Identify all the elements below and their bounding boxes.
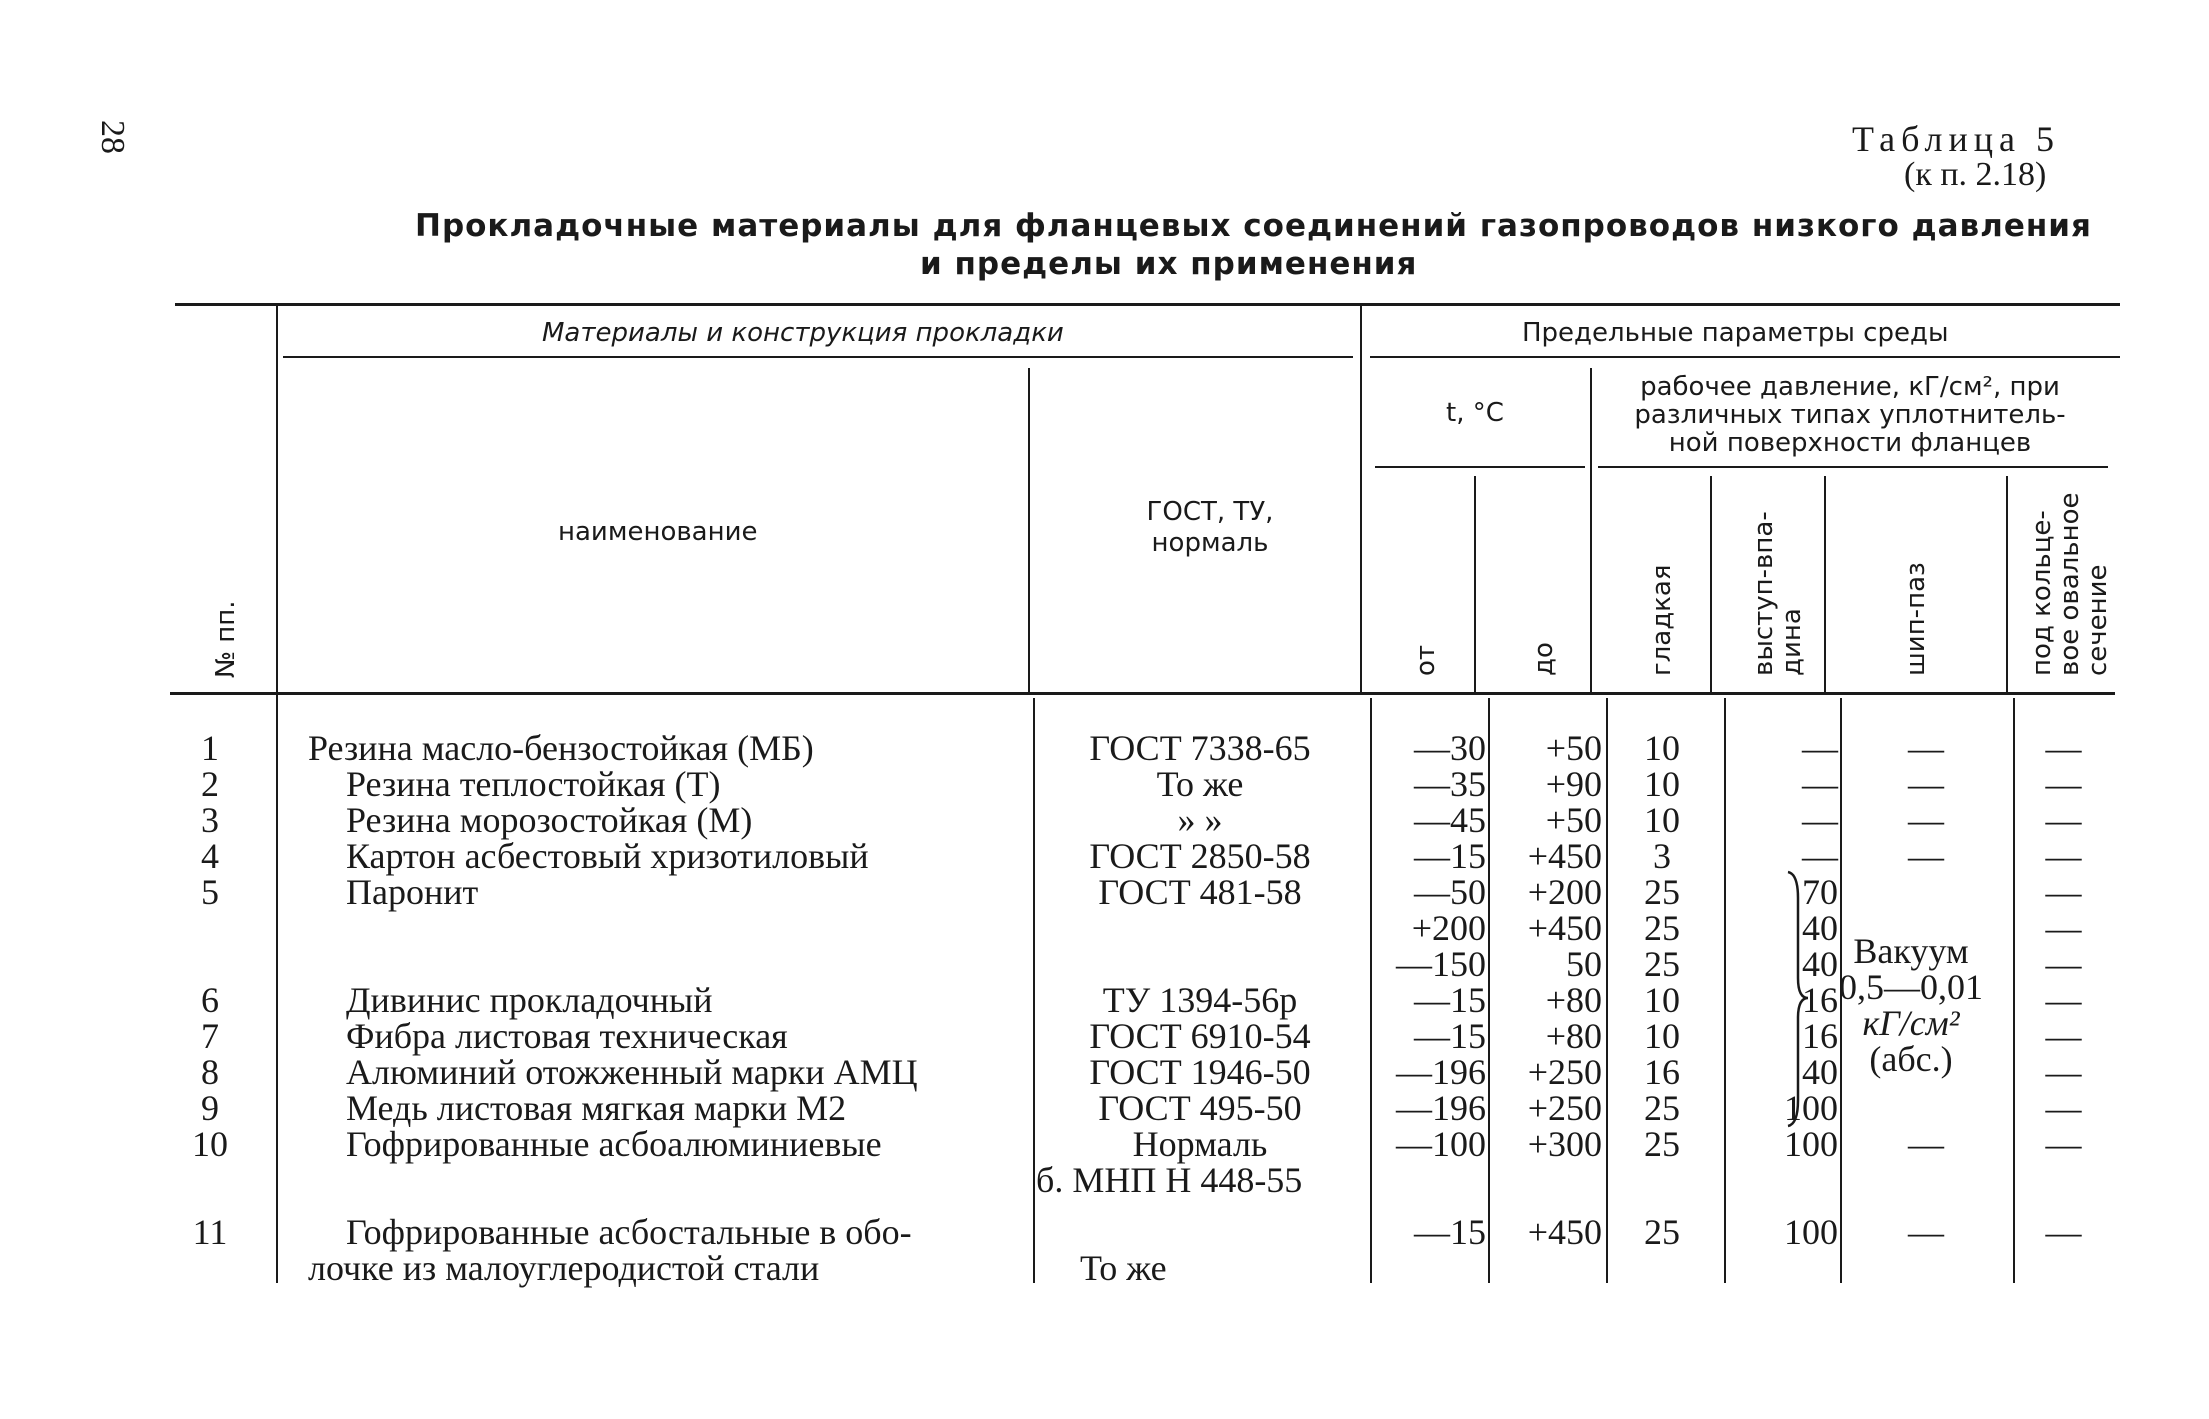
ridge-group-bracket <box>1784 868 1814 1130</box>
row-9-to: +80 <box>1545 1016 1602 1056</box>
row-2-from: —35 <box>1414 764 1486 804</box>
row-9-from: —15 <box>1414 1016 1486 1056</box>
row-9-ring: — <box>2045 1016 2082 1056</box>
row-3-ring: — <box>2045 800 2082 840</box>
table-title-line2: и пределы их применения <box>920 246 1418 282</box>
row-4-ridge: — <box>1802 836 1838 876</box>
row-4-no: 4 <box>201 836 219 876</box>
row-11-gost: То же <box>1080 1248 1167 1288</box>
header-smooth: гладкая <box>1647 564 1677 676</box>
row-8-name: Дивинис прокладочный <box>346 980 713 1020</box>
row-12-gost: Нормаль <box>1132 1124 1268 1164</box>
row-11-smooth: 25 <box>1644 1212 1680 1252</box>
row-12-ridge: 100 <box>1784 1124 1838 1164</box>
row-1-tongue: — <box>1908 728 1944 768</box>
row-11-ridge: 100 <box>1784 1212 1838 1252</box>
row-9-no: 7 <box>201 1016 219 1056</box>
row-7-ridge: 40 <box>1802 944 1838 984</box>
row-4-name: Картон асбестовый хризотиловый <box>346 836 869 876</box>
row-3-tongue: — <box>1908 800 1944 840</box>
row-11-from: —15 <box>1414 1212 1486 1252</box>
row-1-ridge: — <box>1802 728 1838 768</box>
row-6-ring: — <box>2045 908 2082 948</box>
row-3-gost: » » <box>1177 800 1223 840</box>
row-2-smooth: 10 <box>1644 764 1680 804</box>
vacuum-note-line3: кГ/см² <box>1862 1003 1960 1043</box>
row-5-gost: ГОСТ 481-58 <box>1098 872 1302 912</box>
row-8-no: 6 <box>201 980 219 1020</box>
row-5-smooth: 25 <box>1644 872 1680 912</box>
header-temp-to: до <box>1529 642 1559 676</box>
row-1-no: 1 <box>201 728 219 768</box>
header-ring-line3: сечение <box>2083 564 2113 676</box>
row-6-smooth: 25 <box>1644 908 1680 948</box>
row-10-no: 8 <box>201 1052 219 1092</box>
row-11-name-line2: лочке из малоуглеродистой стали <box>308 1248 820 1288</box>
row-2-to: +90 <box>1545 764 1602 804</box>
row-2-ridge: — <box>1802 764 1838 804</box>
vacuum-note-line4: (абс.) <box>1869 1039 1953 1079</box>
row-5-from: —50 <box>1414 872 1486 912</box>
row-9-ridge: 16 <box>1802 1016 1838 1056</box>
header-ridge-line1: выступ-впа- <box>1749 511 1779 676</box>
header-name: наименование <box>558 517 758 547</box>
row-11-from: —196 <box>1396 1088 1486 1128</box>
table-title-line1: Прокладочные материалы для фланцевых соединений газопроводов низкого давления <box>415 208 2092 244</box>
row-7-smooth: 25 <box>1644 944 1680 984</box>
row-11-to: +450 <box>1527 1212 1602 1252</box>
row-11-tongue: — <box>1908 1212 1944 1252</box>
row-1-ring: — <box>2045 728 2082 768</box>
row-4-gost: ГОСТ 2850-58 <box>1089 836 1311 876</box>
row-6-to: +450 <box>1527 908 1602 948</box>
row-4-ring: — <box>2045 836 2082 876</box>
row-2-tongue: — <box>1908 764 1944 804</box>
row-11-smooth: 25 <box>1644 1088 1680 1128</box>
row-9-smooth: 10 <box>1644 1016 1680 1056</box>
row-7-ring: — <box>2045 944 2082 984</box>
row-9-name: Фибра листовая техническая <box>346 1016 788 1056</box>
vacuum-note-line1: Вакуум <box>1853 931 1969 971</box>
row-10-from: —196 <box>1396 1052 1486 1092</box>
header-tongue: шип-паз <box>1901 562 1931 676</box>
row-10-name: Алюминий отожженный марки АМЦ <box>346 1052 918 1092</box>
row-8-ring: — <box>2045 980 2082 1020</box>
header-ridge-line2: дина <box>1777 608 1807 676</box>
header-temperature: t, °C <box>1446 398 1504 428</box>
table-reference: (к п. 2.18) <box>1904 156 2047 193</box>
header-temp-from: от <box>1411 644 1441 676</box>
row-2-no: 2 <box>201 764 219 804</box>
row-10-ring: — <box>2045 1052 2082 1092</box>
row-11-no: 11 <box>192 1212 228 1252</box>
row-5-name: Паронит <box>346 872 479 912</box>
header-pressure-line1: рабочее давление, кГ/см², при <box>1640 372 2060 402</box>
row-1-name: Резина масло-бензостойкая (МБ) <box>308 728 814 768</box>
header-params-group: Предельные параметры среды <box>1522 318 1949 348</box>
row-1-to: +50 <box>1545 728 1602 768</box>
row-3-to: +50 <box>1545 800 1602 840</box>
row-10-gost-line2: б. МНП Н 448-55 <box>1036 1160 1303 1200</box>
page-number: 28 <box>94 120 131 154</box>
row-10-ridge: 40 <box>1802 1052 1838 1092</box>
row-12-to: +300 <box>1527 1124 1602 1164</box>
row-5-to: +200 <box>1527 872 1602 912</box>
row-1-from: —30 <box>1414 728 1486 768</box>
row-8-to: +80 <box>1545 980 1602 1020</box>
row-5-ridge: 70 <box>1802 872 1838 912</box>
row-12-tongue: — <box>1908 1124 1944 1164</box>
row-11-gost: ГОСТ 495-50 <box>1098 1088 1302 1128</box>
row-1-smooth: 10 <box>1644 728 1680 768</box>
row-12-name: Гофрированные асбоалюминиевые <box>346 1124 882 1164</box>
header-pressure-line3: ной поверхности фланцев <box>1668 428 2032 458</box>
row-7-from: —150 <box>1396 944 1486 984</box>
row-11-ring: — <box>2045 1088 2082 1128</box>
row-2-gost: То же <box>1156 764 1244 804</box>
row-9-gost: ГОСТ 6910-54 <box>1089 1016 1311 1056</box>
row-4-from: —15 <box>1414 836 1486 876</box>
row-5-ring: — <box>2045 872 2082 912</box>
row-6-from: +200 <box>1411 908 1486 948</box>
row-7-to: 50 <box>1566 944 1602 984</box>
row-12-no: 10 <box>192 1124 228 1164</box>
header-number: № пп. <box>211 600 241 678</box>
row-6-ridge: 40 <box>1802 908 1838 948</box>
row-11-no: 9 <box>201 1088 219 1128</box>
row-12-smooth: 25 <box>1644 1124 1680 1164</box>
row-5-no: 5 <box>201 872 219 912</box>
row-4-to: +450 <box>1527 836 1602 876</box>
header-materials-group: Материалы и конструкция прокладки <box>542 318 1064 348</box>
row-10-to: +250 <box>1527 1052 1602 1092</box>
row-3-name: Резина морозостойкая (М) <box>346 800 753 840</box>
row-3-no: 3 <box>201 800 219 840</box>
row-8-from: —15 <box>1414 980 1486 1020</box>
row-2-ring: — <box>2045 764 2082 804</box>
header-gost-line1: ГОСТ, ТУ, <box>1146 497 1274 527</box>
row-11-ring: — <box>2045 1212 2082 1252</box>
row-10-smooth: 16 <box>1644 1052 1680 1092</box>
row-11-to: +250 <box>1527 1088 1602 1128</box>
row-8-ridge: 16 <box>1802 980 1838 1020</box>
header-pressure-line2: различных типах уплотнитель- <box>1634 400 2066 430</box>
row-8-smooth: 10 <box>1644 980 1680 1020</box>
header-ring-line1: под кольце- <box>2027 510 2057 676</box>
row-1-gost: ГОСТ 7338-65 <box>1089 728 1311 768</box>
row-10-gost: ГОСТ 1946-50 <box>1089 1052 1311 1092</box>
row-8-gost: ТУ 1394-56р <box>1102 980 1298 1020</box>
row-11-name-line1: Гофрированные асбостальные в обо- <box>346 1212 912 1252</box>
row-3-from: —45 <box>1414 800 1486 840</box>
row-12-from: —100 <box>1396 1124 1486 1164</box>
row-3-ridge: — <box>1802 800 1838 840</box>
row-4-smooth: 3 <box>1653 836 1671 876</box>
table-label: Таблица 5 <box>1852 119 2060 159</box>
row-3-smooth: 10 <box>1644 800 1680 840</box>
row-2-name: Резина теплостойкая (Т) <box>346 764 721 804</box>
header-ring-line2: вое овальное <box>2055 492 2085 676</box>
row-11-name: Медь листовая мягкая марки М2 <box>346 1088 847 1128</box>
header-gost-line2: нормаль <box>1151 528 1269 558</box>
row-11-ridge: 100 <box>1784 1088 1838 1128</box>
row-12-ring: — <box>2045 1124 2082 1164</box>
row-4-tongue: — <box>1908 836 1944 876</box>
vacuum-note-line2: 0,5—0,01 <box>1839 967 1983 1007</box>
